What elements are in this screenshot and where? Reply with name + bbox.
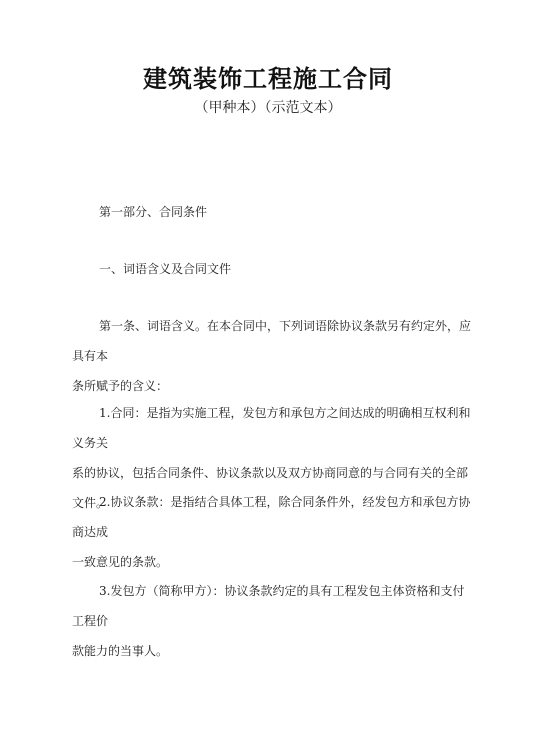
paragraph-continuation: 款能力的当事人。	[72, 644, 169, 658]
paragraph-first-line: 1.合同：是指为实施工程，发包方和承包方之间达成的明确相互权利和义务关	[72, 406, 471, 450]
paragraph-continuation: 系的协议，包括合同条件、协议条款以及双方协商同意的与合同有关的全部文件。	[72, 466, 469, 510]
paragraph-definition-agreement-terms	[72, 487, 472, 577]
paragraph-first-line: 第一条、词语含义。在本合同中，下列词语除协议条款另有约定外，应具有本	[72, 319, 472, 363]
document-title: 建筑装饰工程施工合同	[143, 65, 393, 93]
part-heading: 第一部分、合同条件	[99, 205, 208, 219]
section-heading: 一、词语含义及合同文件	[99, 262, 232, 276]
paragraph-first-line: 2.协议条款：是指结合具体工程，除合同条件外，经发包方和承包方协商达成	[72, 495, 471, 539]
paragraph-continuation: 一致意见的条款。	[72, 555, 169, 569]
document-subtitle: （甲种本）（示范文本）	[194, 100, 342, 116]
paragraph-first-line: 3.发包方（简称甲方）：协议条款约定的具有工程发包主体资格和支付工程价	[72, 584, 465, 628]
paragraph-continuation: 条所赋予的含义：	[72, 379, 169, 393]
paragraph-definition-employer	[72, 576, 472, 666]
paragraph-article-1	[72, 311, 472, 401]
